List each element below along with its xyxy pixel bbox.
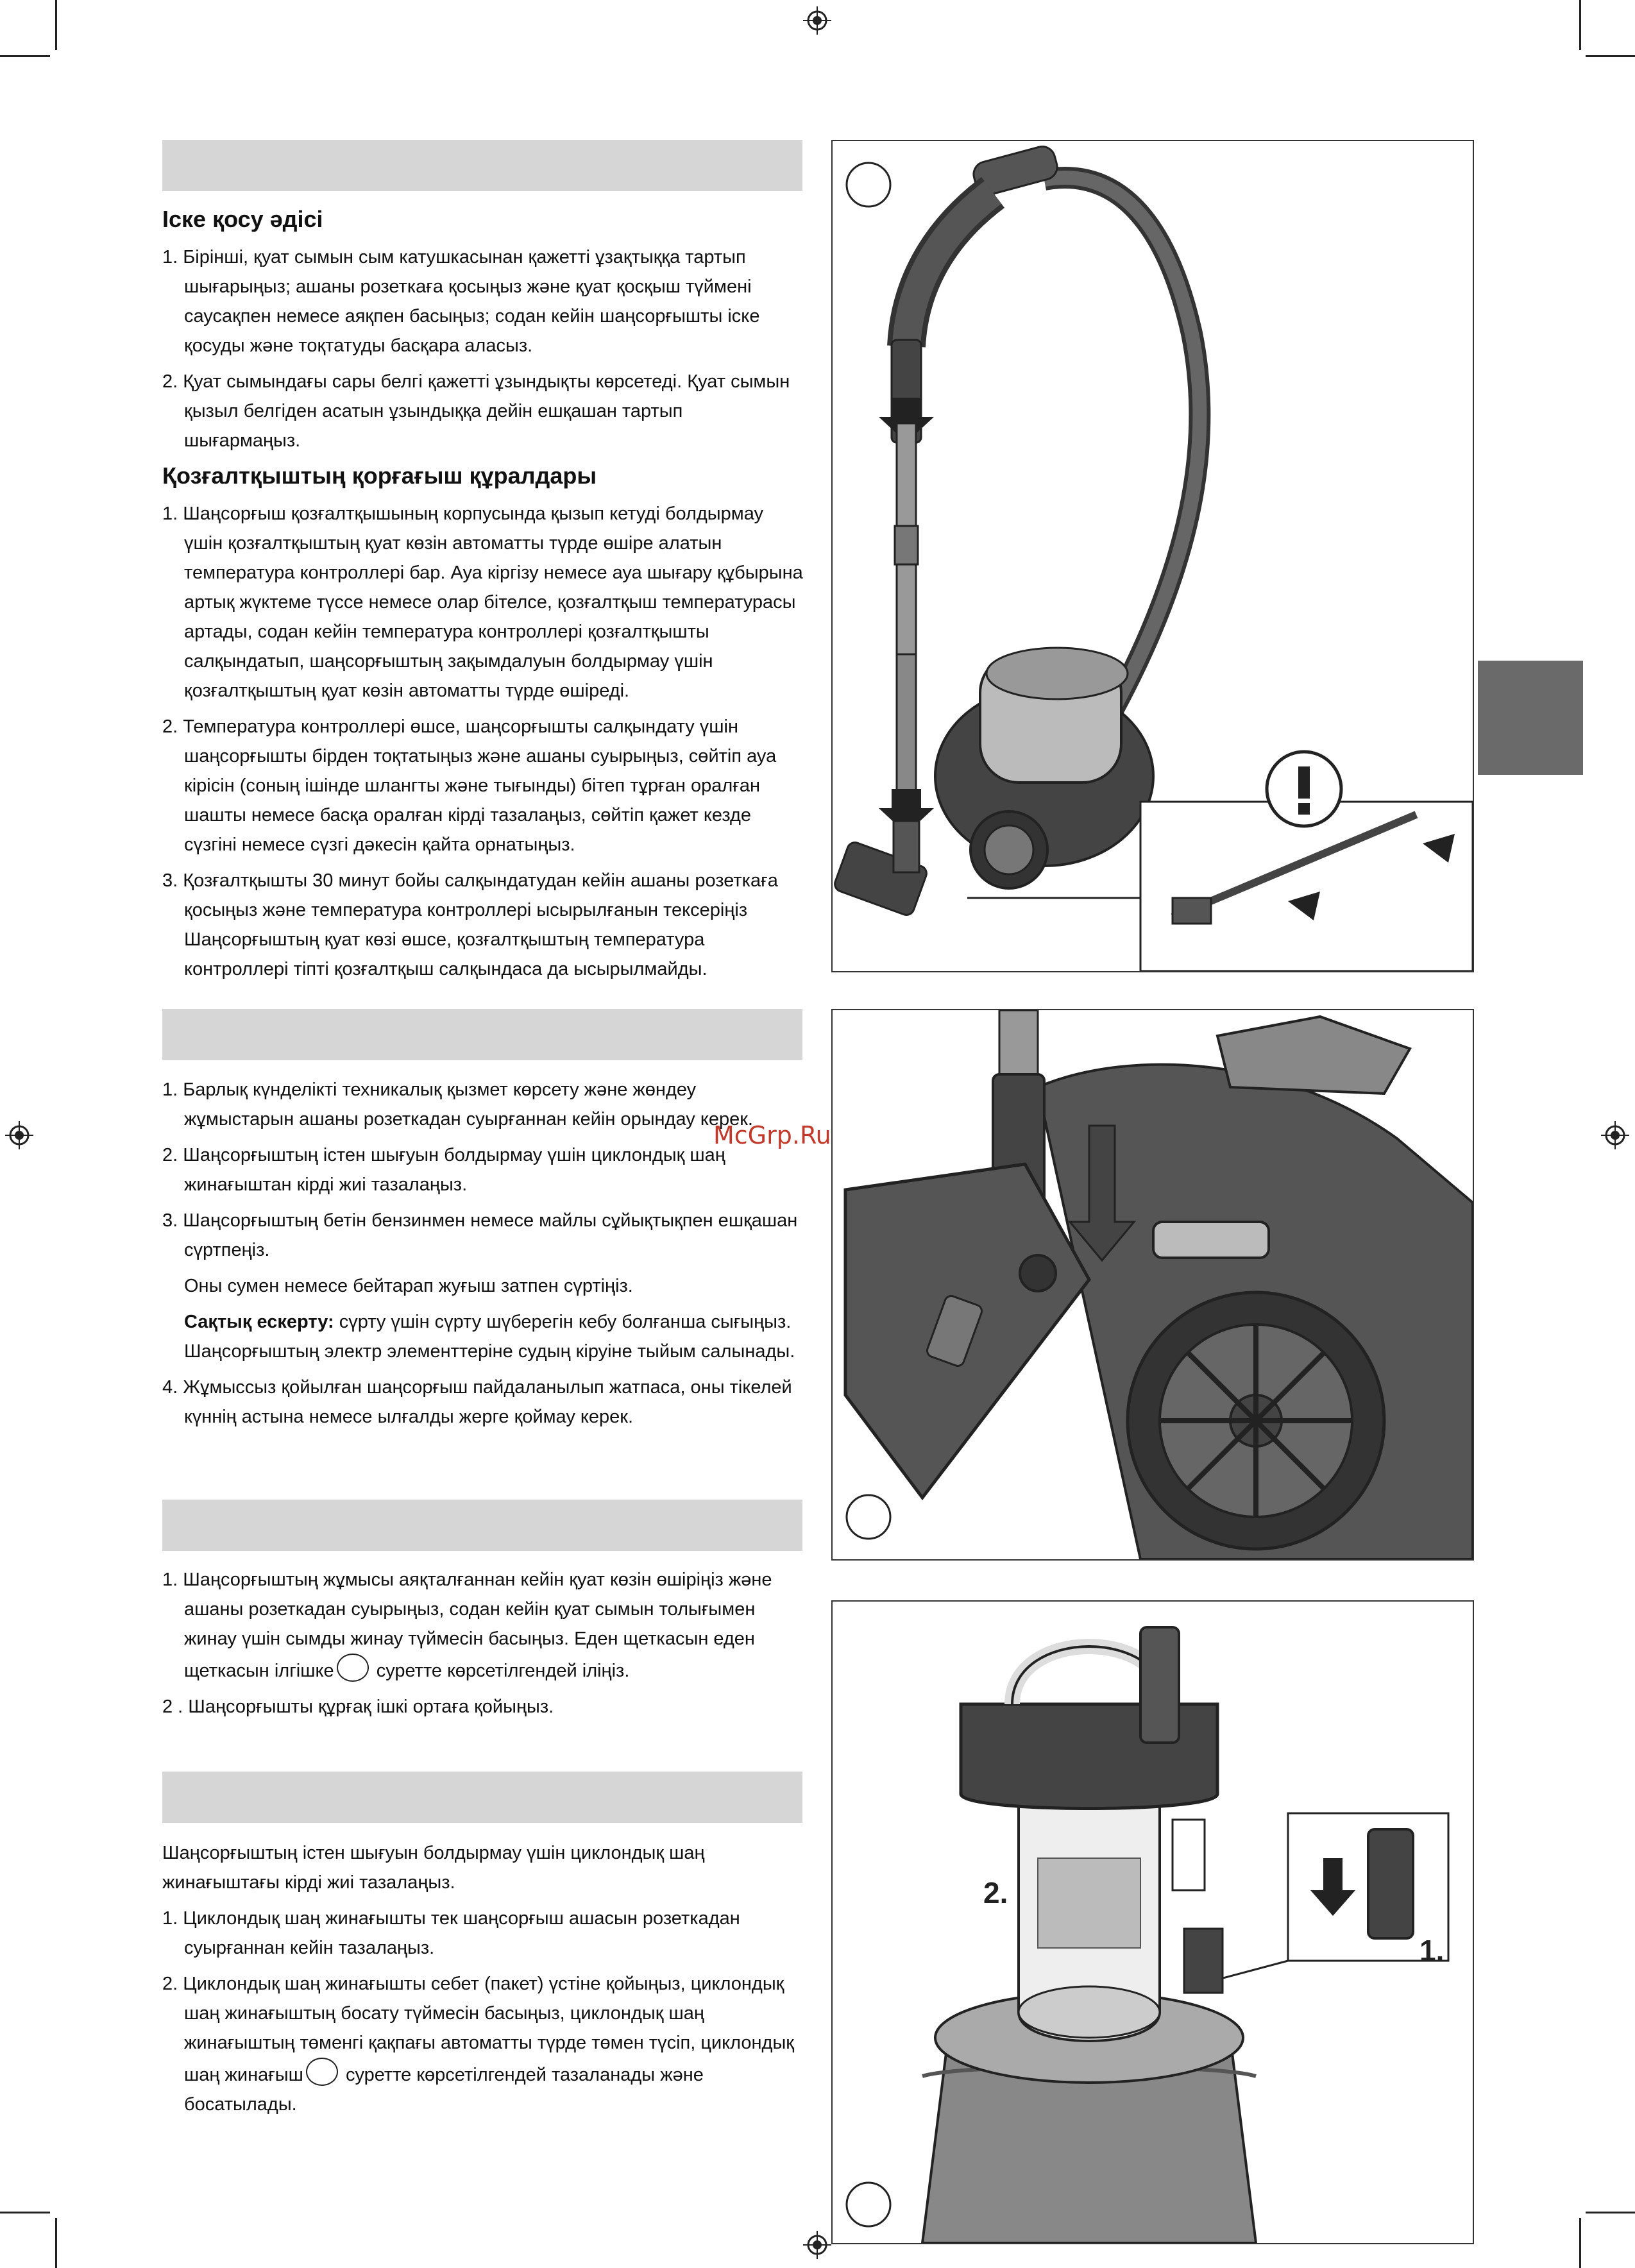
dust-container-illustration [833,1602,1473,2243]
list-item [162,1565,804,1686]
list-item: 2. Қуат сымындағы сары белгі қажетті ұзындықты көрсетеді. Қуат сымын қызыл белгіден асатын ұзындыққа дейін ешқашан тартып шығармаңыз. [162,371,790,451]
registration-mark-icon [803,6,831,35]
list-item: 3. Шаңсорғыштың бетін бензинмен немесе майлы сұйықтықпен ешқашан сүртпеңіз. [162,1210,798,1260]
list-item: 2 . Шаңсорғышты құрғақ ішкі ортаға қойыңыз. [162,1697,554,1717]
list-item: 1. Шаңсорғыш қозғалтқышының корпусында қызып кетуді болдырмау үшін қозғалтқыштың қуат көзін автоматты түрде өшіре алатын температура контроллері бар. Ауа кіргізу немесе ауа шығару құбырына артық жүктеме түссе немесе олар бітелсе, қозғалтқыш температурасы артады, содан кейін температура контроллері қозғалтқышты салқындатып, шаңсорғыштың зақымдалуын болдырмау үшін қозғалтқыштың қуат көзін автоматты түрде өшіреді. [162,504,803,701]
crop-mark [1579,0,1581,50]
registration-mark-icon [803,2231,831,2259]
caution-label: Сақтық ескерту: [184,1312,334,1332]
list-item: 2. Температура контроллері өшсе, шаңсорғышты салқындату үшін шаңсорғышты бірден тоқтатыңыз және ашаны суырыңыз, сөйтіп ауа кірісін (соның ішінде шлангты және тығынды) бітеп тұрған оралған шашты немесе басқа оралған кірді тазалаңыз, сөйтіп қажет кезде сүзгіні немесе сүзгі дәкесін қайта орнатыңыз. [162,716,777,855]
brush-parking-illustration [833,1010,1473,1559]
caution-note [162,1307,804,1366]
crop-mark [1579,2218,1581,2268]
list-item: 1. Циклондық шаң жинағышты тек шаңсорғыш ашасын розеткадан суырғаннан кейін тазалаңыз. [162,1908,740,1958]
figure-vacuum-assembly [831,140,1474,972]
registration-mark-icon [1601,1121,1629,1149]
heading-start-method: Іске қосу әдісі [162,206,323,232]
crop-mark [1586,2212,1635,2213]
section-header-bar [162,1772,802,1823]
caution-text: сүрту үшін сүрту шүберегін кебу болғанша сығыңыз. Шаңсорғыштың электр элементтеріне судың кіруіне тыйым салынады. [184,1312,795,1362]
heading-motor-protection: Қозғалтқыштың қорғағыш құралдары [162,462,597,489]
crop-mark [0,2212,50,2213]
section-storage [162,1565,804,1728]
section-cleaning [162,1838,804,2126]
page-tab-marker [1478,661,1583,775]
section-header-bar [162,1009,802,1060]
list-item: 3. Қозғалтқышты 30 минут бойы салқындатудан кейін ашаны розеткаға қосыңыз және температура контроллері ысырылғанын тексеріңіз Шаңсорғыштың қуат көзі өшсе, қозғалтқыштың температура контроллері тіпті қозғалтқыш салқындаса да ысырылмайды. [162,870,778,979]
list-item [162,1969,804,2119]
sub-note: Оны сумен немесе бейтарап жуғыш затпен сүртіңіз. [184,1276,633,1296]
step-label-2: 2. [983,1876,1008,1909]
vacuum-assembly-illustration [833,141,1473,971]
list-item: 1. Барлық күнделікті техникалық қызмет көрсету және жөндеу жұмыстарын ашаны розеткадан суырғаннан кейін орындау керек. [162,1079,753,1130]
figure-ref-circle-icon [306,2058,338,2086]
section-header-bar [162,140,802,191]
crop-mark [55,0,57,50]
list-item-text: суретте көрсетілгендей іліңіз. [371,1661,630,1681]
figure-ref-circle-icon [337,1654,369,1682]
section-maintenance [162,1075,804,1438]
list-item: 1. Бірінші, қуат сымын сым катушкасынан қажетті ұзақтыққа тартып шығарыңыз; ашаны розеткаға қосыңыз және қуат қосқыш түймені саусақпен немесе аяқпен басыңыз; содан кейін шаңсорғышты іске қосуды және тоқтатуды басқара аласыз. [162,247,760,356]
section-header-bar [162,1500,802,1551]
crop-mark [1586,55,1635,57]
figure-dust-container [831,1600,1474,2244]
list-item: 4. Жұмыссыз қойылған шаңсорғыш пайдаланылып жатпаса, оны тікелей күннің астына немесе ылғалды жерге қоймау керек. [162,1377,792,1427]
section-operation [162,205,804,990]
list-item-text: 1. Шаңсорғыштың жұмысы аяқталғаннан кейін қуат көзін өшіріңіз және ашаны розеткадан суырыңыз, содан кейін қуат сымын толығымен жинау үшін сымды жинау түймесін басыңыз. Еден щеткасын еден щеткасын ілгішке [162,1570,772,1681]
figure-brush-parking [831,1009,1474,1561]
watermark: McGrp.Ru [713,1121,831,1149]
registration-mark-icon [5,1121,33,1149]
list-item-text: 2. Циклондық шаң жинағышты себет (пакет) үстіне қойыңыз, циклондық шаң жинағыштың босату түймесін басыңыз, циклондық шаң жинағыштың төменгі қақпағы автоматты түрде төмен түсіп, циклондық шаң жинағыш [162,1974,794,2085]
list-item: 2. Шаңсорғыштың істен шығуын болдырмау үшін циклондық шаң жинағыштан кірді жиі тазалаңыз. [162,1145,725,1195]
crop-mark [55,2218,57,2268]
crop-mark [0,55,50,57]
step-label-1: 1. [1419,1934,1444,1967]
list-item-text: суретте көрсетілгендей тазаланады және босатылады. [184,2065,704,2115]
intro-text: Шаңсорғыштың істен шығуын болдырмау үшін циклондық шаң жинағыштағы кірді жиі тазалаңыз. [162,1843,705,1893]
